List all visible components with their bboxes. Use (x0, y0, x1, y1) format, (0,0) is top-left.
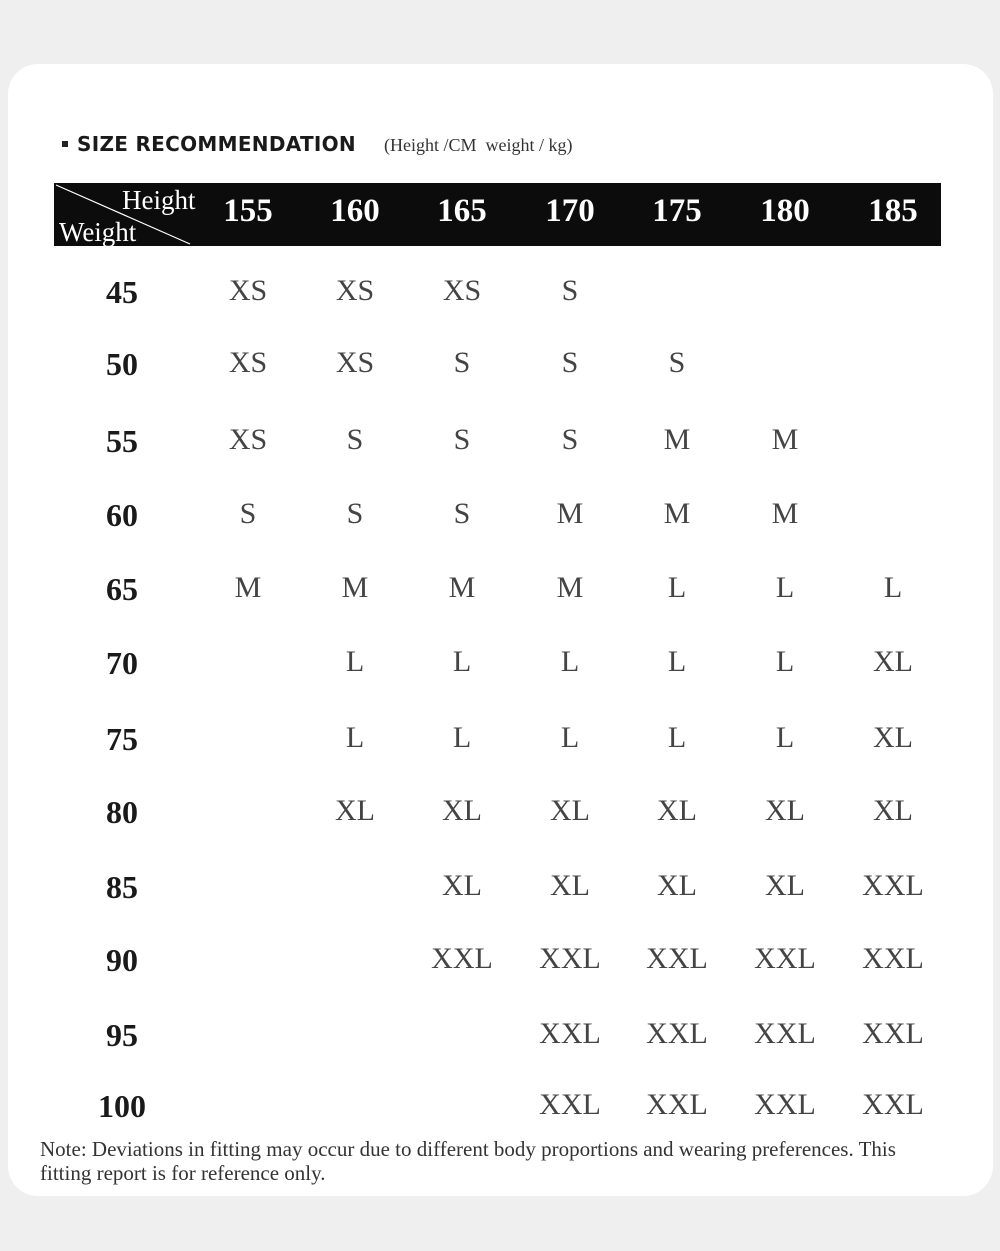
table-row (0, 571, 1000, 611)
size-cell: L (667, 645, 687, 678)
size-cell: XS (335, 346, 375, 379)
size-cell: XS (335, 274, 375, 307)
table-row (0, 274, 1000, 314)
table-row (0, 1017, 1000, 1057)
size-cell: S (346, 423, 364, 456)
size-cell: XXL (539, 1017, 601, 1050)
size-cell: XXL (646, 942, 708, 975)
weight-row-label: 90 (106, 942, 138, 978)
section-heading (62, 132, 572, 162)
corner-cell (54, 183, 194, 246)
weight-row-label: 100 (98, 1088, 146, 1124)
size-cell: S (668, 346, 686, 379)
size-cell: XXL (862, 942, 924, 975)
size-cell: XXL (539, 942, 601, 975)
table-row (0, 497, 1000, 537)
size-cell: XXL (862, 1088, 924, 1121)
weight-row-label: 75 (106, 721, 138, 757)
size-cell: S (561, 346, 579, 379)
weight-row-label: 80 (106, 794, 138, 830)
size-cell: M (556, 497, 584, 530)
weight-row-label: 55 (106, 423, 138, 459)
size-cell: XXL (862, 869, 924, 902)
size-cell: S (561, 423, 579, 456)
size-cell: XXL (539, 1088, 601, 1121)
corner-height-label: Height (122, 185, 196, 215)
size-cell: XL (873, 645, 913, 678)
height-column-header: 160 (330, 193, 380, 229)
size-cell: XXL (431, 942, 493, 975)
size-cell: L (667, 571, 687, 604)
size-cell: M (448, 571, 476, 604)
size-cell: XL (657, 794, 697, 827)
size-cell: XS (442, 274, 482, 307)
size-cell: XXL (754, 942, 816, 975)
size-cell: S (453, 497, 471, 530)
size-cell: M (234, 571, 262, 604)
size-cell: XS (228, 346, 268, 379)
size-cell: S (239, 497, 257, 530)
size-cell: XL (657, 869, 697, 902)
size-cell: XL (442, 794, 482, 827)
size-cell: XXL (862, 1017, 924, 1050)
size-cell: XXL (754, 1088, 816, 1121)
size-cell: L (667, 721, 687, 754)
bullet-icon (62, 141, 68, 147)
size-cell: M (341, 571, 369, 604)
height-column-header: 165 (437, 193, 487, 229)
size-cell: XL (765, 869, 805, 902)
table-row (0, 1088, 1000, 1128)
height-column-header: 170 (545, 193, 595, 229)
height-header-bar (54, 183, 941, 246)
size-cell: XXL (754, 1017, 816, 1050)
size-cell: L (775, 721, 795, 754)
size-cell: XL (550, 794, 590, 827)
height-column-header: 175 (652, 193, 702, 229)
size-cell: XL (442, 869, 482, 902)
size-cell: M (663, 497, 691, 530)
size-cell: XS (228, 274, 268, 307)
size-cell: S (346, 497, 364, 530)
size-cell: XL (335, 794, 375, 827)
height-column-header: 180 (760, 193, 810, 229)
units-caption: (Height /CM weight / kg) (383, 135, 573, 155)
size-cell: S (453, 346, 471, 379)
size-cell: L (883, 571, 903, 604)
height-column-header: 185 (868, 193, 918, 229)
weight-row-label: 45 (106, 274, 138, 310)
corner-weight-label: Weight (59, 217, 137, 247)
size-cell: XXL (646, 1088, 708, 1121)
section-title: SIZE RECOMMENDATION (77, 132, 356, 156)
size-cell: L (452, 721, 472, 754)
table-row (0, 346, 1000, 386)
size-cell: S (453, 423, 471, 456)
size-cell: S (561, 274, 579, 307)
height-column-header: 155 (223, 193, 273, 229)
size-cell: XL (550, 869, 590, 902)
weight-row-label: 95 (106, 1017, 138, 1053)
table-row (0, 942, 1000, 982)
fitting-note: Note: Deviations in fitting may occur due to different body proportions and wearing preferences. This fitting report is for reference only. (40, 1137, 896, 1185)
size-cell: L (775, 645, 795, 678)
size-cell: XL (873, 721, 913, 754)
size-cell: L (452, 645, 472, 678)
weight-row-label: 70 (106, 645, 138, 681)
size-cell: XXL (646, 1017, 708, 1050)
weight-row-label: 60 (106, 497, 138, 533)
table-row (0, 794, 1000, 834)
size-cell: L (560, 721, 580, 754)
weight-row-label: 50 (106, 346, 138, 382)
size-cell: M (771, 423, 799, 456)
size-cell: M (556, 571, 584, 604)
size-cell: M (771, 497, 799, 530)
size-cell: XS (228, 423, 268, 456)
size-cell: L (775, 571, 795, 604)
table-row (0, 721, 1000, 761)
table-row (0, 645, 1000, 685)
size-cell: L (560, 645, 580, 678)
weight-row-label: 85 (106, 869, 138, 905)
table-row (0, 423, 1000, 463)
size-cell: L (345, 721, 365, 754)
size-cell: L (345, 645, 365, 678)
size-cell: M (663, 423, 691, 456)
table-row (0, 869, 1000, 909)
weight-row-label: 65 (106, 571, 138, 607)
size-cell: XL (873, 794, 913, 827)
size-cell: XL (765, 794, 805, 827)
